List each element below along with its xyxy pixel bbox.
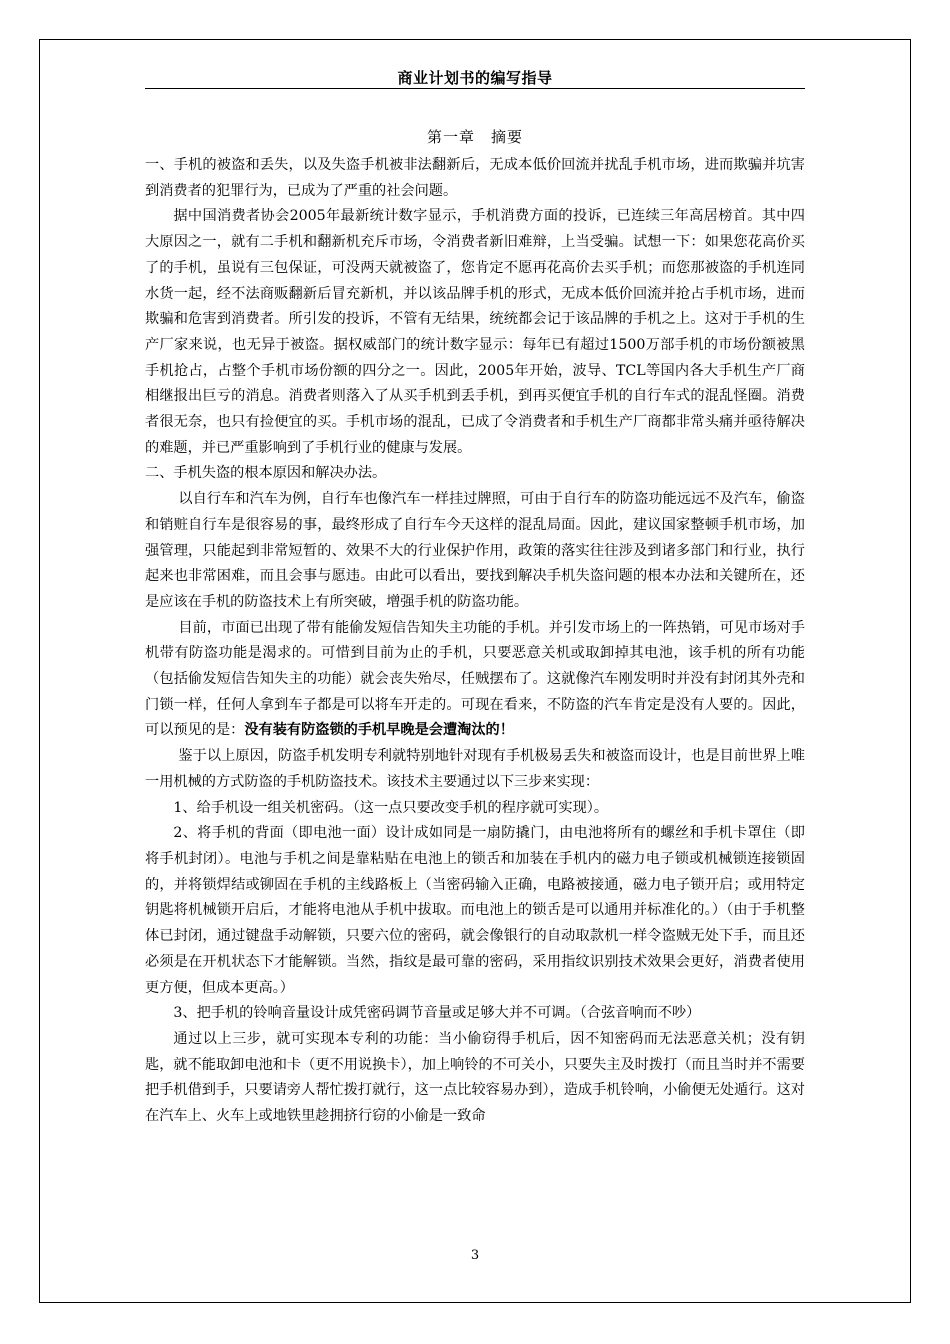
document-body [145,153,805,1130]
section-heading-causes: 二、手机失盗的根本原因和解决办法。 [145,465,387,482]
paragraph-statistics: 据中国消费者协会2005年最新统计数字显示，手机消费方面的投诉，已连续三年高居榜首。其中四大原因之一，就有二手机和翻新机充斥市场，令消费者新旧难辩，上当受骗。试想一下：如果您花高价买了的手机，虽说有三包保证，可没两天就被盗了，您肯定不愿再花高价去买手机；而您那被盗的手机连同水货一起，经不法商贩翻新后冒充新机，并以该品牌手机的形式，无成本低价回流并抢占手机市场，进而欺骗和危害到消费者。所引发的投诉，不管有无结果，统统都会记于该品牌的手机之上。这对于手机的生产厂家来说，也无异于被盗。据权威部门的统计数字显示：每年已有超过1500万部手机的市场份额被黑手机抢占，占整个手机市场份额的四分之一。因此，2005年开始，波导、TCL等国内各大手机生产厂商相继报出巨亏的消息。消费者则落入了从买手机到丢手机，到再买便宜手机的自行车式的混乱怪圈。消费者很无奈，也只有捡便宜的买。手机市场的混乱，已成了令消费者和手机生产厂商都非常头痛并亟待解决的难题，并已严重影响到了手机行业的健康与发展。 [145,208,805,456]
paragraph-market-status [145,616,805,745]
paragraph-intro-problem: 一、手机的被盗和丢失，以及失盗手机被非法翻新后，无成本低价回流并扰乱手机市场，进而欺骗并坑害到消费者的犯罪行为，已成为了严重的社会问题。 [145,157,805,199]
step-1: 1、给手机设一组关机密码。（这一点只要改变手机的程序就可实现）。 [173,799,609,816]
paragraph-conclusion: 通过以上三步，就可实现本专利的功能：当小偷窃得手机后，因不知密码而无法恶意关机；没有钥匙，就不能取卸电池和卡（更不用说换卡），加上响铃的不可关小，只要失主及时拨打（而且当时并不需要把手机借到手，只要请旁人帮忙拨打就行，这一点比较容易办到），造成手机铃响，小偷便无处遁行。这对在汽车上、火车上或地铁里趁拥挤行窃的小偷是一致命 [145,1030,805,1125]
paragraph-patent-intro: 鉴于以上原因，防盗手机发明专利就特别地针对现有手机极易丢失和被盗而设计，也是目前世界上唯一用机械的方式防盗的手机防盗技术。该技术主要通过以下三步来实现： [145,748,805,790]
step-3: 3、把手机的铃响音量设计成凭密码调节音量或足够大并不可调。（合弦音响而不吵） [173,1005,701,1022]
chapter-title: 第一章 摘要 [426,128,523,146]
page-number: 3 [470,1248,480,1263]
document-header-title: 商业计划书的编写指导 [397,69,553,87]
step-2: 2、将手机的背面（即电池一面）设计成如同是一扇防撬门，由电池将所有的螺丝和手机卡罩住（即将手机封闭）。电池与手机之间是靠粘贴在电池上的锁舌和加装在手机内的磁力电子锁或机械锁连接锁固的，并将锁焊结或铆固在手机的主线路板上（当密码输入正确，电路被接通，磁力电子锁开启；或用特定钥匙将机械锁开启后，才能将电池从手机中拔取。而电池上的锁舌是可以通用并标准化的。）（由于手机整体已封闭，通过键盘手动解锁，只要六位的密码，就会像银行的自动取款机一样令盗贼无处下手，而且还必须是在开机状态下才能解锁。当然，指纹是最可靠的密码，采用指纹识别技术效果会更好，消费者使用更方便，但成本更高。） [145,825,805,996]
header-divider [145,88,805,89]
emphasis-prediction: 没有装有防盗锁的手机早晚是会遭淘汰的！ [244,722,514,739]
paragraph-market-status-text: 目前，市面已出现了带有能偷发短信告知失主功能的手机。并引发市场上的一阵热销，可见市场对手机带有防盗功能是渴求的。可惜到目前为止的手机，只要恶意关机或取卸掉其电池，该手机的所有功能（包括偷发短信告知失主的功能）就会丧失殆尽，任贼摆布了。这就像汽车刚发明时并没有封闭其外壳和门锁一样，任何人拿到车子都是可以将车开走的。可现在看来，不防盗的汽车肯定是没有人要的。因此，可以预见的是： [145,619,805,739]
paragraph-bicycle-analogy: 以自行车和汽车为例，自行车也像汽车一样挂过牌照，可由于自行车的防盗功能远远不及汽车，偷盗和销赃自行车是很容易的事，最终形成了自行车今天这样的混乱局面。因此，建议国家整顿手机市场，加强管理，只能起到非常短暂的、效果不大的行业保护作用，政策的落实往往涉及到诸多部门和行业，执行起来也非常困难，而且会事与愿违。由此可以看出，要找到解决手机失盗问题的根本办法和关键所在，还是应该在手机的防盗技术上有所突破，增强手机的防盗功能。 [145,491,805,610]
